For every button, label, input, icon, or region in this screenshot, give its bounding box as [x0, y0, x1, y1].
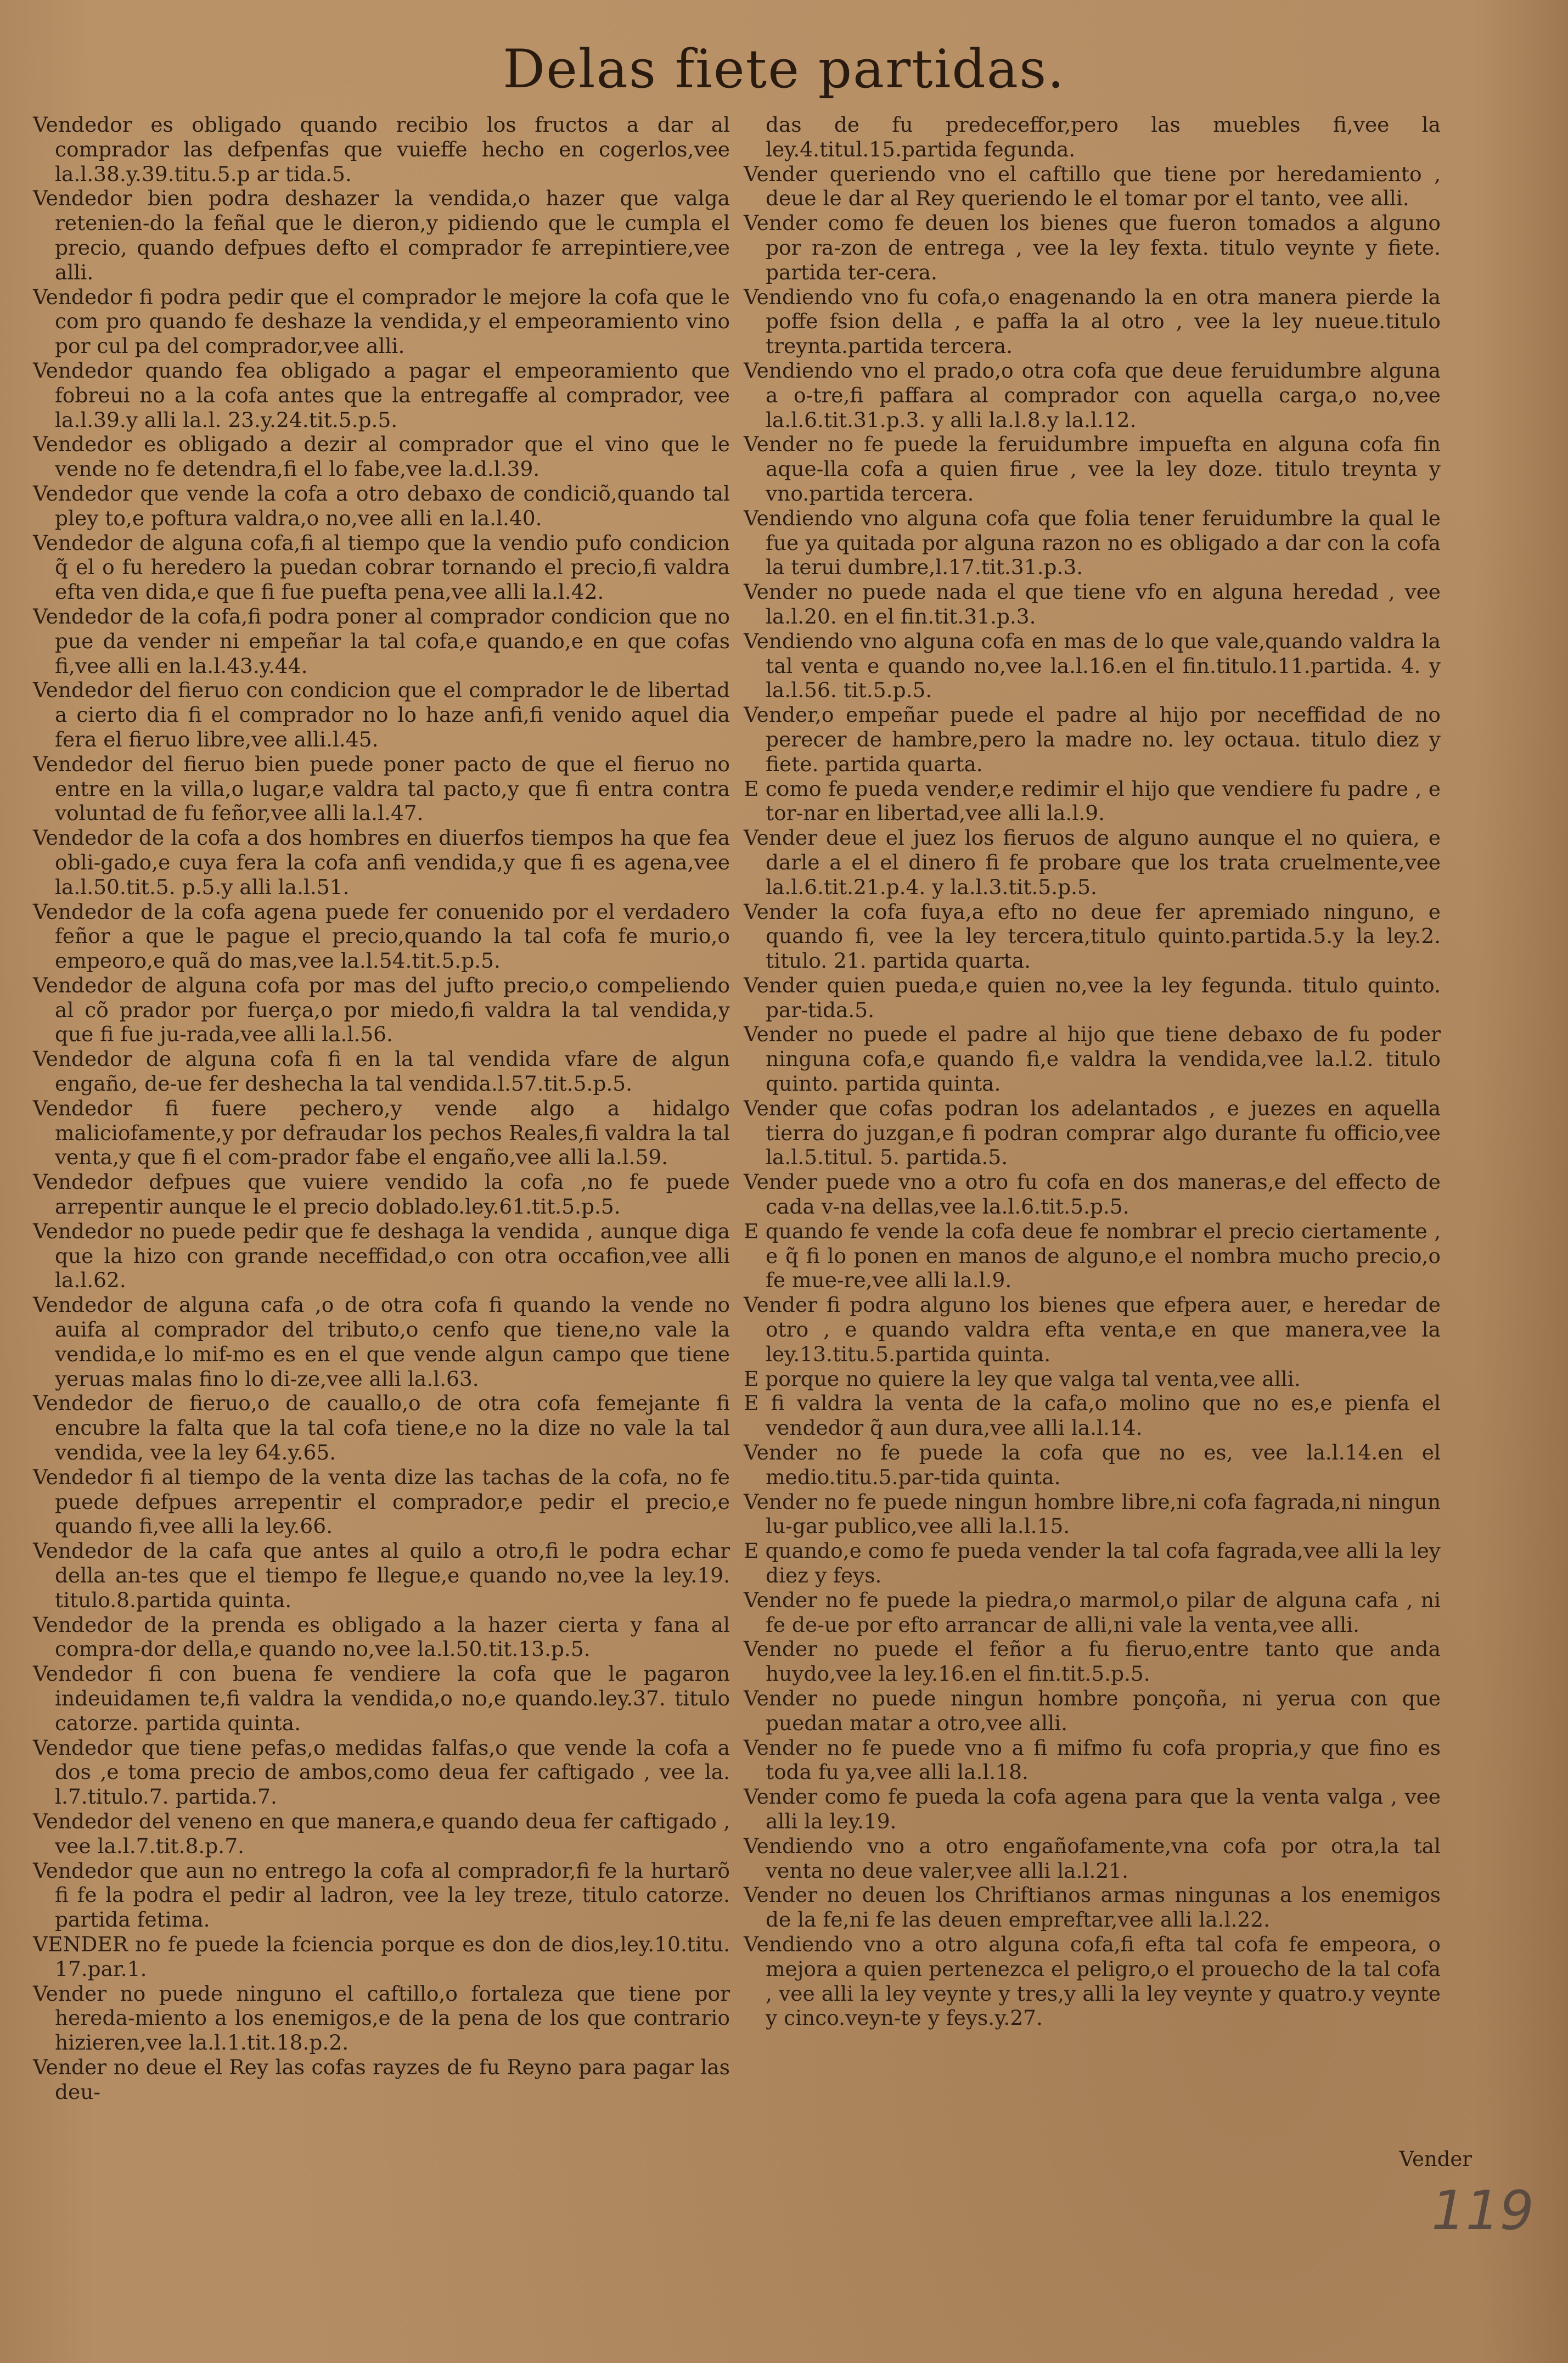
index-entry: Vendedor de alguna cofa fi en la tal vendida vfare de algun engaño, de-ue fer deshecha la tal vendida.l.57.tit.5.p.5. [33, 1047, 730, 1096]
index-entry: Vendedor bien podra deshazer la vendida,o hazer que valga retenien-do la feñal que le dieron,y pidiendo que le cumpla el precio, quando defpues defto el comprador fe arrepintiere,vee alli. [33, 186, 730, 284]
index-entry: Vender no fe puede la piedra,o marmol,o pilar de alguna cafa , ni fe de-ue por efto arrancar de alli,ni vale la venta,vee alli. [744, 1587, 1441, 1637]
index-entry: Vender,o empeñar puede el padre al hijo por neceffidad de no perecer de hambre,pero la madre no. ley octaua. titulo diez y fiete. partida quarta. [744, 703, 1441, 776]
index-entry: Vendiendo vno el prado,o otra cofa que deue feruidumbre alguna a o-tre,fi paffara al comprador con aquella carga,o no,vee la.l.6.tit.31.p.3. y alli la.l.8.y la.l.12. [744, 358, 1441, 432]
index-entry: Vendedor fi al tiempo de la venta dize las tachas de la cofa, no fe puede defpues arrepentir el comprador,e pedir el precio,e quando fi,vee alli la ley.66. [33, 1464, 730, 1539]
index-entry: Vendedor defpues que vuiere vendido la cofa ,no fe puede arrepentir aunque le el precio doblado.ley.61.tit.5.p.5. [33, 1170, 730, 1219]
index-entry: Vendiendo vno a otro alguna cofa,fi efta tal cofa fe empeora, o mejora a quien pertenezca el peligro,o el prouecho de la tal cofa , vee alli la ley veynte y tres,y alli la ley veynte y quatro.y veynte y cinco.veyn-te y feys.y.27. [744, 1932, 1441, 2030]
index-entry: E quando fe vende la cofa deue fe nombrar el precio ciertamente , e q̃ fi lo ponen en manos de alguno,e el nombra mucho precio,o fe mue-re,vee alli la.l.9. [744, 1219, 1441, 1293]
index-entry: Vender puede vno a otro fu cofa en dos maneras,e del effecto de cada v-na dellas,vee la.l.6.tit.5.p.5. [744, 1170, 1441, 1219]
index-entry: Vendedor de la prenda es obligado a la hazer cierta y fana al compra-dor della,e quando no,vee la.l.50.tit.13.p.5. [33, 1612, 730, 1662]
index-entry: Vendedor de alguna cofa,fi al tiempo que la vendio pufo condicion q̃ el o fu heredero la puedan cobrar tornando el precio,fi valdra efta ven dida,e que fi fue puefta pena,vee alli la.l.42. [33, 530, 730, 604]
index-entry: Vender no puede ningun hombre ponçoña, ni yerua con que puedan matar a otro,vee alli. [744, 1686, 1441, 1735]
index-entry: E como fe pueda vender,e redimir el hijo que vendiere fu padre , e tor-nar en libertad,vee alli la.l.9. [744, 776, 1441, 826]
index-entry: Vender deue el juez los fieruos de alguno aunque el no quiera, e darle a el el dinero fi fe probare que los trata cruelmente,vee la.l.6.tit.21.p.4. y la.l.3.tit.5.p.5. [744, 826, 1441, 899]
index-entry: E porque no quiere la ley que valga tal venta,vee alli. [744, 1366, 1301, 1391]
index-entry: Vender queriendo vno el caftillo que tiene por heredamiento , deue le dar al Rey queriendo le el tomar por el tanto, vee alli. [744, 161, 1441, 211]
index-entry: Vendedor del veneno en que manera,e quando deua fer caftigado , vee la.l.7.tit.8.p.7. [33, 1809, 730, 1858]
left-column [33, 113, 730, 2104]
index-entry: E quando,e como fe pueda vender la tal cofa fagrada,vee alli la ley diez y feys. [744, 1539, 1441, 1588]
folio-number: 119 [1431, 2180, 1534, 2242]
index-entry: Vender como fe pueda la cofa agena para que la venta valga , vee alli la ley.19. [744, 1784, 1441, 1833]
index-entry: Vender que cofas podran los adelantados , e juezes en aquella tierra do juzgan,e fi podran comprar algo durante fu officio,vee la.l.5.titul. 5. partida.5. [744, 1096, 1441, 1170]
index-entry: Vendedor del fieruo con condicion que el comprador le de libertad a cierto dia fi el comprador no lo haze anfi,fi venido aquel dia fera el fieruo libre,vee alli.l.45. [33, 678, 730, 751]
index-entry: Vendedor no puede pedir que fe deshaga la vendida , aunque diga que la hizo con grande neceffidad,o con otra occafion,vee alli la.l.62. [33, 1219, 730, 1293]
index-entry: Vendedor fi fuere pechero,y vende algo a hidalgo maliciofamente,y por defraudar los pechos Reales,fi valdra la tal venta,y que fi el com-prador fabe el engaño,vee alli la.l.59. [33, 1096, 730, 1170]
index-entry: Vender fi podra alguno los bienes que efpera auer, e heredar de otro , e quando valdra efta venta,e en que manera,vee la ley.13.titu.5.partida quinta. [744, 1293, 1441, 1366]
index-entry: Vender no fe puede la cofa que no es, vee la.l.14.en el medio.titu.5.par-tida quinta. [744, 1440, 1441, 1489]
index-entry: Vendiendo vno alguna cofa que folia tener feruidumbre la qual le fue ya quitada por alguna razon no es obligado a dar con la cofa la terui dumbre,l.17.tit.31.p.3. [744, 506, 1441, 580]
index-entry: Vendedor del fieruo bien puede poner pacto de que el fieruo no entre en la villa,o lugar,e valdra tal pacto,y que fi entra contra voluntad de fu feñor,vee alli la.l.47. [33, 751, 730, 826]
index-entry: Vendedor de alguna cafa ,o de otra cofa fi quando la vende no auifa al comprador del tributo,o cenfo que tiene,no vale la vendida,e lo mif-mo es en el que vende algun campo que tiene yeruas malas fino lo di-ze,vee alli la.l.63. [33, 1293, 730, 1391]
index-entry: Vendiendo vno alguna cofa en mas de lo que vale,quando valdra la tal venta e quando no,vee la.l.16.en el fin.titulo.11.partida. 4. y la.l.56. tit.5.p.5. [744, 628, 1441, 703]
index-entry: Vendedor de la cafa que antes al quilo a otro,fi le podra echar della an-tes que el tiempo fe llegue,e quando no,vee la ley.19. titulo.8.partida quinta. [33, 1539, 730, 1612]
index-entry: Vendedor fi podra pedir que el comprador le mejore la cofa que le com pro quando fe deshaze la vendida,y el empeoramiento vino por cul pa del comprador,vee alli. [33, 284, 730, 358]
index-entry: Vendedor que aun no entrego la cofa al comprador,fi fe la hurtarõ fi fe la podra el pedir al ladron, vee la ley treze, titulo catorze. partida fetima. [33, 1858, 730, 1932]
index-entry: Vender no puede ninguno el caftillo,o fortaleza que tiene por hereda-miento a los enemigos,e de la pena de los que contrario hizieren,vee la.l.1.tit.18.p.2. [33, 1981, 730, 2055]
index-entry: Vendedor de fieruo,o de cauallo,o de otra cofa femejante fi encubre la falta que la tal cofa tiene,e no la dize no vale la tal vendida, vee la ley 64.y.65. [33, 1391, 730, 1465]
index-entry: Vendedor de la cofa agena puede fer conuenido por el verdadero feñor a que le pague el precio,quando la tal cofa fe murio,o empeoro,e quã do mas,vee la.l.54.tit.5.p.5. [33, 899, 730, 973]
index-entry: Vendedor es obligado a dezir al comprador que el vino que le vende no fe detendra,fi el lo fabe,vee la.d.l.39. [33, 432, 730, 481]
index-entry: Vender la cofa fuya,a efto no deue fer apremiado ninguno, e quando fi, vee la ley tercera,titulo quinto.partida.5.y la ley.2. titulo. 21. partida quarta. [744, 899, 1441, 973]
index-entry: Vender no puede el feñor a fu fieruo,entre tanto que anda huydo,vee la ley.16.en el fin.tit.5.p.5. [744, 1637, 1441, 1686]
index-entry: Vendedor es obligado quando recibio los fructos a dar al comprador las defpenfas que vuieffe hecho en cogerlos,vee la.l.38.y.39.titu.5.p ar tida.5. [33, 113, 730, 186]
right-column [744, 113, 1441, 2030]
index-entry: Vendiendo vno fu cofa,o enagenando la en otra manera pierde la poffe fsion della , e paffa la al otro , vee la ley nueue.titulo treynta.partida tercera. [744, 284, 1441, 358]
index-entry: Vendedor quando fea obligado a pagar el empeoramiento que fobreui no a la cofa antes que la entregaffe al comprador, vee la.l.39.y alli la.l. 23.y.24.tit.5.p.5. [33, 358, 730, 432]
index-entry: Vendiendo vno a otro engañofamente,vna cofa por otra,la tal venta no deue valer,vee alli la.l.21. [744, 1833, 1441, 1883]
index-entry: das de fu predeceffor,pero las muebles fi,vee la ley.4.titul.15.partida fegunda. [766, 113, 1441, 161]
index-entry: Vender no deuen los Chriftianos armas ningunas a los enemigos de la fe,ni fe las deuen empreftar,vee alli la.l.22. [744, 1883, 1441, 1932]
index-entry: Vender como fe deuen los bienes que fueron tomados a alguno por ra-zon de entrega , vee la ley fexta. titulo veynte y fiete. partida ter-cera. [744, 211, 1441, 284]
index-entry: Vendedor que tiene pefas,o medidas falfas,o que vende la cofa a dos ,e toma precio de ambos,como deua fer caftigado , vee la. l.7.titulo.7. partida.7. [33, 1735, 730, 1809]
index-entry: Vender quien pueda,e quien no,vee la ley fegunda. titulo quinto. par-tida.5. [744, 973, 1441, 1022]
index-entry: Vendedor de la cofa,fi podra poner al comprador condicion que no pue da vender ni empeñar la tal cofa,e quando,e en que cofas fi,vee alli en la.l.43.y.44. [33, 604, 730, 678]
index-entry: Vender no puede el padre al hijo que tiene debaxo de fu poder ninguna cofa,e quando fi,e valdra la vendida,vee la.l.2. titulo quinto. partida quinta. [744, 1022, 1441, 1096]
index-entry: Vendedor fi con buena fe vendiere la cofa que le pagaron indeuidamen te,fi valdra la vendida,o no,e quando.ley.37. titulo catorze. partida quinta. [33, 1662, 730, 1735]
running-header: Delas fiete partidas. [503, 38, 1065, 100]
index-entry: Vendedor de la cofa a dos hombres en diuerfos tiempos ha que fea obli-gado,e cuya fera la cofa anfi vendida,y que fi es agena,vee la.l.50.tit.5. p.5.y alli la.l.51. [33, 826, 730, 899]
catchword: Vender [1399, 2147, 1472, 2171]
index-entry: Vender no fe puede la feruidumbre impuefta en alguna cofa fin aque-lla cofa a quien firue , vee la ley doze. titulo treynta y vno.partida tercera. [744, 432, 1441, 506]
index-entry: Vendedor que vende la cofa a otro debaxo de condiciõ,quando tal pley to,e poftura valdra,o no,vee alli en la.l.40. [33, 481, 730, 530]
index-entry: Vender no puede nada el que tiene vfo en alguna heredad , vee la.l.20. en el fin.tit.31.p.3. [744, 580, 1441, 628]
index-entry: Vender no fe puede vno a fi mifmo fu cofa propria,y que fino es toda fu ya,vee alli la.l.18. [744, 1735, 1441, 1784]
index-entry: Vender no deue el Rey las cofas rayzes de fu Reyno para pagar las deu- [33, 2055, 730, 2104]
index-entry: VENDER no fe puede la fciencia porque es don de dios,ley.10.titu. 17.par.1. [33, 1932, 730, 1981]
index-entry: Vender no fe puede ningun hombre libre,ni cofa fagrada,ni ningun lu-gar publico,vee alli la.l.15. [744, 1489, 1441, 1539]
index-entry: E fi valdra la venta de la cafa,o molino que no es,e pienfa el vendedor q̃ aun dura,vee alli la.l.14. [744, 1391, 1441, 1440]
index-entry: Vendedor de alguna cofa por mas del jufto precio,o compeliendo al cõ prador por fuerça,o por miedo,fi valdra la tal vendida,y que fi fue ju-rada,vee alli la.l.56. [33, 973, 730, 1047]
